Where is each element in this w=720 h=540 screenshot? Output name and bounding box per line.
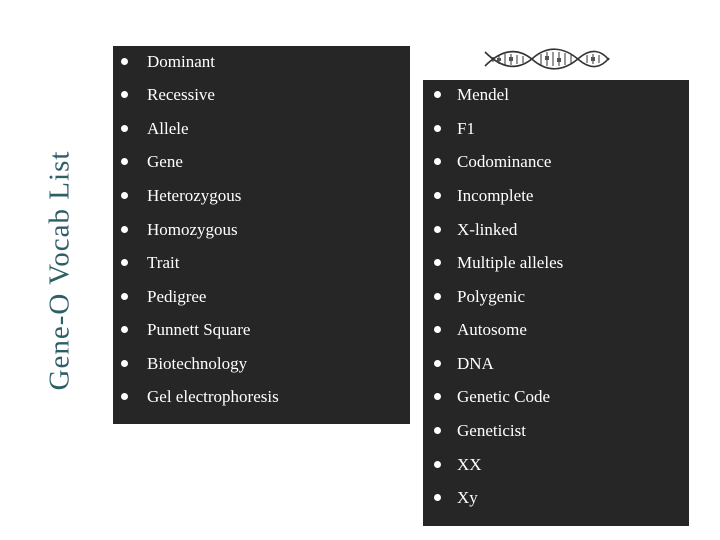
dna-helix-icon xyxy=(483,44,611,74)
bullet-icon xyxy=(121,259,128,266)
bullet-icon xyxy=(121,158,128,165)
vocab-term: Allele xyxy=(147,119,189,138)
vocab-term: Heterozygous xyxy=(147,186,242,205)
bullet-icon xyxy=(434,192,441,199)
vocab-term: Polygenic xyxy=(457,287,525,306)
bullet-icon xyxy=(434,226,441,233)
vocab-term: Autosome xyxy=(457,320,527,339)
vocab-term: Xy xyxy=(457,488,478,507)
bullet-icon xyxy=(434,427,441,434)
vocab-term: Mendel xyxy=(457,85,509,104)
bullet-icon xyxy=(434,393,441,400)
bullet-icon xyxy=(434,293,441,300)
vocab-term: Multiple alleles xyxy=(457,253,564,272)
vocab-term: XX xyxy=(457,455,482,474)
vocab-title: Gene-O Vocab List xyxy=(43,150,76,390)
vocab-term: Codominance xyxy=(457,152,552,171)
bullet-icon xyxy=(121,226,128,233)
bullet-icon xyxy=(121,360,128,367)
vocab-term: Pedigree xyxy=(147,287,207,306)
bullet-icon xyxy=(121,91,128,98)
bullet-icon xyxy=(121,326,128,333)
bullet-icon xyxy=(434,259,441,266)
bullet-icon xyxy=(434,125,441,132)
vocab-term: Genetic Code xyxy=(457,387,550,406)
vocab-term: Gel electrophoresis xyxy=(147,387,279,406)
bullet-icon xyxy=(434,461,441,468)
vocab-term: X-linked xyxy=(457,220,518,239)
vocab-term: Trait xyxy=(147,253,180,272)
bullet-icon xyxy=(121,192,128,199)
vocab-term: DNA xyxy=(457,354,494,373)
vocab-term: Recessive xyxy=(147,85,215,104)
right-vocab-panel xyxy=(423,80,689,526)
bullet-icon xyxy=(434,326,441,333)
vocab-term: Dominant xyxy=(147,52,215,71)
vocab-term: Homozygous xyxy=(147,220,238,239)
vocab-term: Punnett Square xyxy=(147,320,251,339)
vocab-term: Biotechnology xyxy=(147,354,248,373)
vocab-title-container xyxy=(10,0,110,540)
bullet-icon xyxy=(121,58,128,65)
vocab-term: F1 xyxy=(457,119,475,138)
bullet-icon xyxy=(121,393,128,400)
bullet-icon xyxy=(434,91,441,98)
vocab-term: Gene xyxy=(147,152,183,171)
bullet-icon xyxy=(434,360,441,367)
vocab-term: Geneticist xyxy=(457,421,526,440)
bullet-icon xyxy=(121,125,128,132)
vocab-term: Incomplete xyxy=(457,186,534,205)
bullet-icon xyxy=(434,494,441,501)
left-vocab-panel xyxy=(113,46,410,424)
bullet-icon xyxy=(434,158,441,165)
bullet-icon xyxy=(121,293,128,300)
